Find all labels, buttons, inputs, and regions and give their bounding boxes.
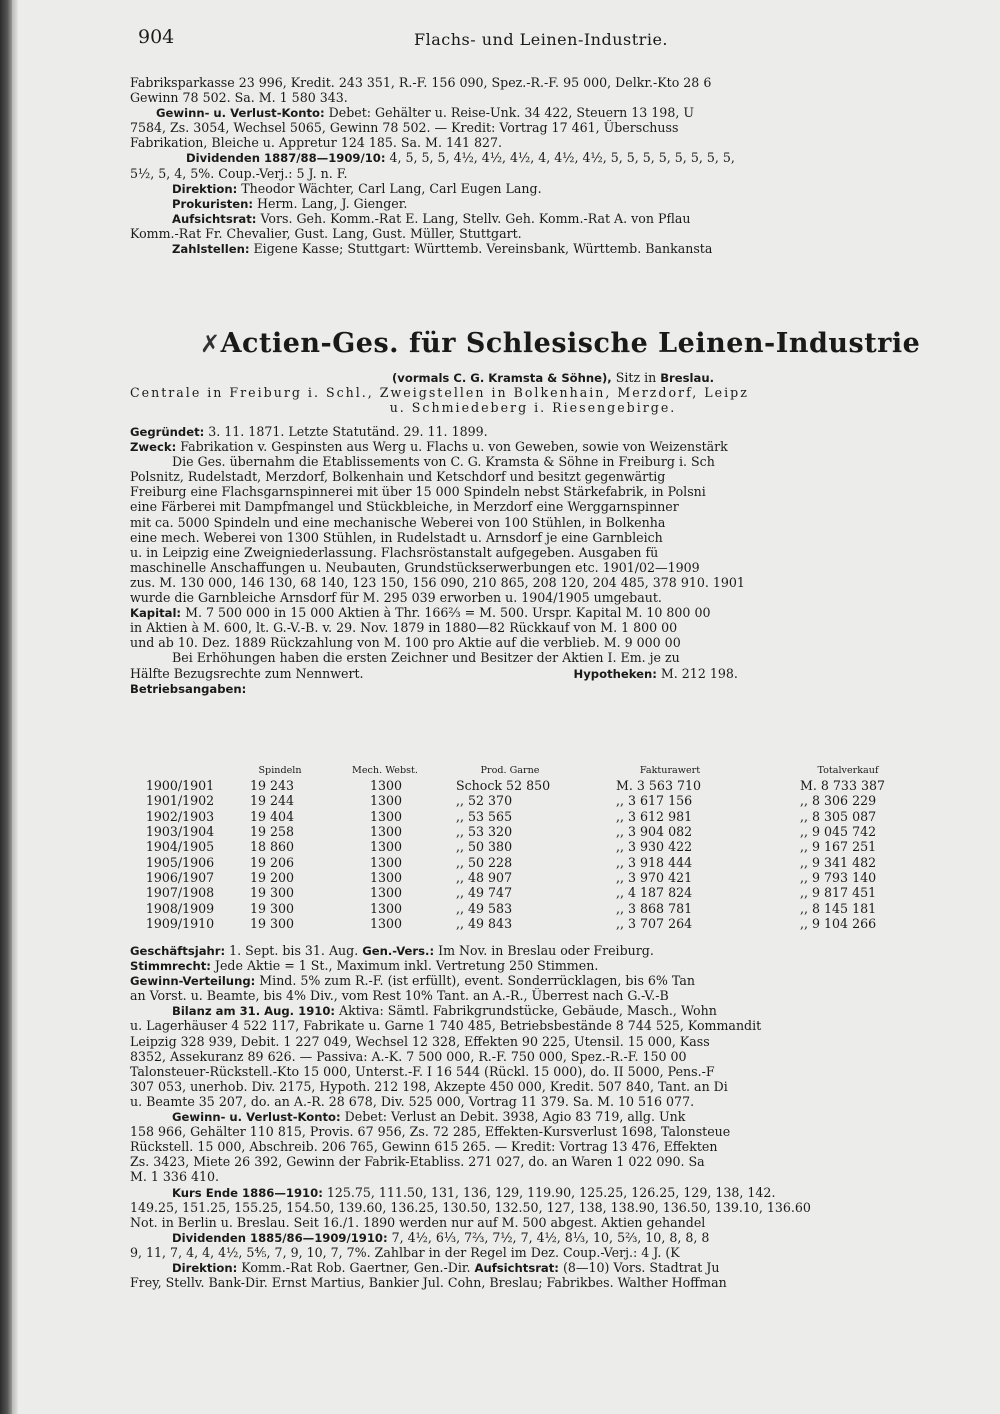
book-page	[130, 0, 936, 1414]
text-line: u. in Leipzig eine Zweigniederlassung. Flachsröstanstalt aufgegeben. Ausgaben fü	[130, 544, 659, 560]
table-cell: ,, 3 868 781	[616, 900, 693, 916]
table-cell: 1300	[370, 824, 403, 840]
text-line: 9, 11, 7, 4, 4, 4½, 5⅘, 7, 9, 10, 7, 7%. Zahlbar in der Regel im Dez. Coup.-Verj.: 4 J. (K	[130, 1244, 680, 1260]
table-cell: 19 404	[250, 808, 295, 824]
text-line: 307 053, unerhob. Div. 2175, Hypoth. 212 198, Akzepte 450 000, Kredit. 507 840, Tant. an Di	[130, 1078, 728, 1094]
dividenden: Dividenden 1887/88—1909/10: 4, 5, 5, 5, 4½, 4½, 4½, 4, 4½, 4½, 5, 5, 5, 5, 5, 5, 5, 5,	[186, 150, 735, 166]
text-line: Die Ges. übernahm die Etablissements von C. G. Kramsta & Söhne in Freiburg i. Sch	[172, 454, 715, 470]
table-cell: 1901/1902	[145, 793, 215, 809]
table-row	[130, 900, 936, 915]
table-header-row	[130, 763, 936, 778]
text-line: Fabrikation, Bleiche u. Appretur 124 185. Sa. M. 141 827.	[130, 135, 503, 151]
direktion: Direktion: Theodor Wächter, Carl Lang, Carl Eugen Lang.	[172, 180, 542, 196]
table-cell: 1902/1903	[145, 808, 215, 824]
text-line: in Aktien à M. 600, lt. G.-V.-B. v. 29. Nov. 1879 in 1880—82 Rückkauf von M. 1 800 00	[130, 620, 678, 636]
text-line: 158 966, Gehälter 110 815, Provis. 67 956, Zs. 72 285, Effekten-Kursverlust 1698, Talonsteue	[130, 1124, 731, 1140]
zweck: Zweck: Fabrikation v. Gespinsten aus Werg u. Flachs u. von Geweben, sowie von Weizenstärk	[130, 439, 728, 455]
table-cell: 1300	[370, 808, 403, 824]
entry-head	[130, 370, 936, 415]
table-cell: 19 200	[250, 869, 295, 885]
text-line: u. Lagerhäuser 4 522 117, Fabrikate u. Garne 1 740 485, Betriebsbestände 8 744 525, Kommandit	[130, 1018, 762, 1034]
table-cell: 1903/1904	[145, 824, 215, 840]
text-line: zus. M. 130 000, 146 130, 68 140, 123 150, 156 090, 210 865, 208 120, 204 485, 378 910. 1901	[130, 574, 745, 590]
stimmrecht: Stimmrecht: Jede Aktie = 1 St., Maximum inkl. Vertretung 250 Stimmen.	[130, 958, 599, 974]
running-header	[130, 26, 936, 50]
table-cell: 19 300	[250, 915, 295, 931]
text-line: eine mech. Weberei von 1300 Stühlen, in Rudelstadt u. Arnsdorf je eine Garnbleich	[130, 529, 663, 545]
page-number: 904	[138, 26, 175, 48]
company-name: Actien-Ges. für Schlesische Leinen-Industrie	[220, 328, 921, 359]
text-line: Not. in Berlin u. Breslau. Seit 16./1. 1890 werden nur auf M. 500 abgest. Aktien gehandel	[130, 1214, 706, 1230]
text-line: Fabriksparkasse 23 996, Kredit. 243 351, R.-F. 156 090, Spez.-R.-F. 95 000, Delkr.-Kto 28 6	[130, 75, 712, 90]
table-cell: ,, 49 747	[456, 885, 513, 901]
text-line: Talonsteuer-Rückstell.-Kto 15 000, Unterst.-F. I 16 544 (Rückl. 15 000), do. II 5000, Pens.-F	[130, 1063, 715, 1079]
table-cell: ,, 9 167 251	[800, 839, 877, 855]
table-cell: 19 258	[250, 824, 295, 840]
table-row	[130, 916, 936, 931]
table-cell: ,, 3 707 264	[616, 915, 693, 931]
table-cell: 1300	[370, 793, 403, 809]
table-cell: 1904/1905	[145, 839, 215, 855]
running-title: Flachs- und Leinen-Industrie.	[414, 30, 668, 49]
table-cell: ,, 4 187 824	[616, 885, 693, 901]
table-cell: ,, 9 045 742	[800, 824, 877, 840]
table-row	[130, 855, 936, 870]
text-line: Zs. 3423, Miete 26 392, Gewinn der Fabrik-Etabliss. 271 027, do. an Waren 1 022 090. Sa	[130, 1154, 705, 1170]
table-cell: ,, 3 918 444	[616, 854, 693, 870]
text-line: 5½, 5, 4, 5%. Coup.-Verj.: 5 J. n. F.	[130, 165, 348, 181]
text-line: maschinelle Anschaffungen u. Neubauten, Grundstückserwerbungen etc. 1901/02—1909	[130, 559, 700, 575]
table-cell: ,, 49 583	[456, 900, 513, 916]
table-cell: Schock 52 850	[456, 778, 551, 794]
table-cell: 19 244	[250, 793, 295, 809]
table-cell: M. 8 733 387	[800, 778, 885, 794]
table-cell: 1905/1906	[145, 854, 215, 870]
zahlstellen: Zahlstellen: Eigene Kasse; Stuttgart: Württemb. Vereinsbank, Württemb. Bankansta	[172, 241, 713, 257]
column-header: Mech. Webst.	[352, 765, 418, 776]
table-cell: 19 300	[250, 885, 295, 901]
table-cell: ,, 48 907	[456, 869, 513, 885]
book-binding-edge	[0, 0, 12, 1414]
kurs: Kurs Ende 1886—1910: 125.75, 111.50, 131, 136, 129, 119.90, 125.25, 126.25, 129, 138, 142.	[172, 1184, 776, 1200]
hypotheken-line: Hälfte Bezugsrechte zum Nennwert. Hypotheken: M. 212 198.	[130, 665, 738, 681]
text-line: Frey, Stellv. Bank-Dir. Ernst Martius, Bankier Jul. Cohn, Breslau; Fabrikbes. Walther Hoffman	[130, 1275, 727, 1291]
table-cell: ,, 8 306 229	[800, 793, 877, 809]
table-cell: ,, 8 305 087	[800, 808, 877, 824]
table-row	[130, 793, 936, 808]
geschaeftsjahr: Geschäftsjahr: 1. Sept. bis 31. Aug. Gen.-Vers.: Im Nov. in Breslau oder Freiburg.	[130, 943, 654, 958]
table-cell: ,, 53 320	[456, 824, 513, 840]
text-line: 7584, Zs. 3054, Wechsel 5065, Gewinn 78 502. — Kredit: Vortrag 17 461, Überschuss	[130, 120, 679, 136]
entry-title	[200, 328, 940, 359]
table-cell: ,, 3 970 421	[616, 869, 693, 885]
table-row	[130, 870, 936, 885]
table-cell: ,, 9 104 266	[800, 915, 877, 931]
prokuristen: Prokuristen: Herm. Lang, J. Gienger.	[172, 195, 408, 211]
text-line: Komm.-Rat Fr. Chevalier, Gust. Lang, Gust. Müller, Stuttgart.	[130, 225, 522, 241]
text-line: wurde die Garnbleiche Arnsdorf für M. 295 039 erworben u. 1904/1905 umgebaut.	[130, 590, 662, 606]
text-line: an Vorst. u. Beamte, bis 4% Div., vom Rest 10% Tant. an A.-R., Überrest nach G.-V.-B	[130, 988, 669, 1004]
text-line: eine Färberei mit Dampfmangel und Stückbleiche, in Merzdorf eine Werggarnspinner	[130, 499, 679, 515]
column-header	[130, 763, 230, 778]
column-header: Spindeln	[258, 765, 302, 776]
table-cell: ,, 8 145 181	[800, 900, 877, 916]
table-cell: 1300	[370, 915, 403, 931]
gv-konto: Gewinn- u. Verlust-Konto: Debet: Verlust an Debit. 3938, Agio 83 719, allg. Unk	[172, 1109, 686, 1125]
table-cell: ,, 3 617 156	[616, 793, 693, 809]
table-cell: ,, 9 341 482	[800, 854, 877, 870]
table-cell: 1300	[370, 839, 403, 855]
table-cell: 1300	[370, 854, 403, 870]
seat-line: Centrale in Freiburg i. Schl., Zweigstellen in Bolkenhain, Merzdorf, Leipz	[130, 385, 749, 401]
table-cell: ,, 9 817 451	[800, 885, 877, 901]
table-cell: M. 3 563 710	[616, 778, 701, 794]
table-cell: ,, 3 904 082	[616, 824, 693, 840]
text-line: M. 1 336 410.	[130, 1169, 219, 1185]
seat-line: u. Schmiedeberg i. Riesengebirge.	[389, 400, 677, 416]
table-cell: 19 300	[250, 900, 295, 916]
text-line: Rückstell. 15 000, Abschreib. 206 765, Gewinn 615 265. — Kredit: Vortrag 13 476, Effekten	[130, 1139, 718, 1155]
table-cell: ,, 9 793 140	[800, 869, 877, 885]
table-cell: ,, 50 380	[456, 839, 513, 855]
bilanz: Bilanz am 31. Aug. 1910: Aktiva: Sämtl. Fabrikgrundstücke, Gebäude, Masch., Wohn	[172, 1003, 717, 1019]
table-cell: 1907/1908	[145, 885, 215, 901]
gegruendet: Gegründet: 3. 11. 1871. Letzte Statutänd. 29. 11. 1899.	[130, 424, 488, 439]
text-line: u. Beamte 35 207, do. an A.-R. 28 678, Div. 525 000, Vortrag 11 379. Sa. M. 10 516 077.	[130, 1093, 695, 1109]
text-line: 149.25, 151.25, 155.25, 154.50, 139.60, 136.25, 130.50, 132.50, 127, 138, 138.90, 136.50, 139.10, 136.60	[130, 1199, 811, 1215]
text-line: Bei Erhöhungen haben die ersten Zeichner und Besitzer der Aktien I. Em. je zu	[172, 650, 680, 666]
table-cell: 19 243	[250, 778, 295, 794]
table-cell: 1909/1910	[145, 915, 215, 931]
subtitle: (vormals C. G. Kramsta & Söhne), Sitz in Breslau.	[392, 370, 714, 385]
table-cell: 1900/1901	[145, 778, 215, 794]
book-binding-shadow	[12, 0, 18, 1414]
table-row	[130, 824, 936, 839]
text-line: Freiburg eine Flachsgarnspinnerei mit über 15 000 Spindeln nebst Stärkefabrik, in Polsni	[130, 484, 706, 500]
text-line: 8352, Assekuranz 89 626. — Passiva: A.-K. 7 500 000, R.-F. 750 000, Spez.-R.-F. 150 00	[130, 1048, 687, 1064]
dividenden: Dividenden 1885/86—1909/1910: 7, 4½, 6⅓, 7⅔, 7½, 7, 4½, 8⅓, 10, 5⅔, 10, 8, 8, 8	[172, 1229, 710, 1245]
text-line: Gewinn 78 502. Sa. M. 1 580 343.	[130, 90, 348, 106]
column-header: Prod. Garne	[480, 765, 540, 776]
column-header: Totalverkauf	[817, 765, 879, 776]
table-cell: ,, 53 565	[456, 808, 513, 824]
table-cell: ,, 3 930 422	[616, 839, 693, 855]
direktion: Direktion: Komm.-Rat Rob. Gaertner, Gen.-Dir. Aufsichtsrat: (8—10) Vors. Stadtrat Ju	[172, 1259, 720, 1275]
previous-entry	[130, 75, 936, 256]
aufsichtsrat: Aufsichtsrat: Vors. Geh. Komm.-Rat E. Lang, Stellv. Geh. Komm.-Rat A. von Pflau	[172, 210, 691, 226]
table-cell: 1300	[370, 778, 403, 794]
pencil-mark: ✗	[200, 330, 221, 358]
text-line: mit ca. 5000 Spindeln und eine mechanische Weberei von 100 Stühlen, in Bolkenha	[130, 514, 666, 530]
text-line: Leipzig 328 939, Debit. 1 227 049, Wechsel 12 328, Effekten 90 225, Utensil. 15 000, Kass	[130, 1033, 710, 1049]
table-cell: ,, 3 612 981	[616, 808, 693, 824]
table-cell: ,, 50 228	[456, 854, 513, 870]
table-cell: 1300	[370, 900, 403, 916]
table-row	[130, 778, 936, 793]
betriebsangaben-label: Betriebsangaben:	[130, 681, 247, 696]
table-row	[130, 839, 936, 854]
table-cell: ,, 52 370	[456, 793, 513, 809]
table-cell: 18 860	[250, 839, 295, 855]
table-cell: 19 206	[250, 854, 295, 870]
text-line: Polsnitz, Rudelstadt, Merzdorf, Bolkenhain und Ketschdorf und besitzt gegenwärtig	[130, 469, 666, 485]
text-line: und ab 10. Dez. 1889 Rückzahlung von M. 100 pro Aktie auf die verblieb. M. 9 000 00	[130, 635, 681, 651]
column-header: Fakturawert	[639, 765, 701, 776]
table-cell: 1906/1907	[145, 869, 215, 885]
entry-body	[130, 424, 936, 696]
table-cell: ,, 49 843	[456, 915, 513, 931]
table-row	[130, 809, 936, 824]
table-row	[130, 885, 936, 900]
table-cell: 1300	[370, 869, 403, 885]
table-cell: 1908/1909	[145, 900, 215, 916]
production-table	[130, 763, 936, 931]
kapital: Kapital: M. 7 500 000 in 15 000 Aktien à Thr. 166⅔ = M. 500. Urspr. Kapital M. 10 800 00	[130, 605, 711, 621]
entry-footer	[130, 943, 936, 1290]
gv-konto: Gewinn- u. Verlust-Konto: Debet: Gehälter u. Reise-Unk. 34 422, Steuern 13 198, U	[156, 105, 694, 121]
table-cell: 1300	[370, 885, 403, 901]
gewinn-verteilung: Gewinn-Verteilung: Mind. 5% zum R.-F. (ist erfüllt), event. Sonderrücklagen, bis 6% Tan	[130, 973, 695, 989]
